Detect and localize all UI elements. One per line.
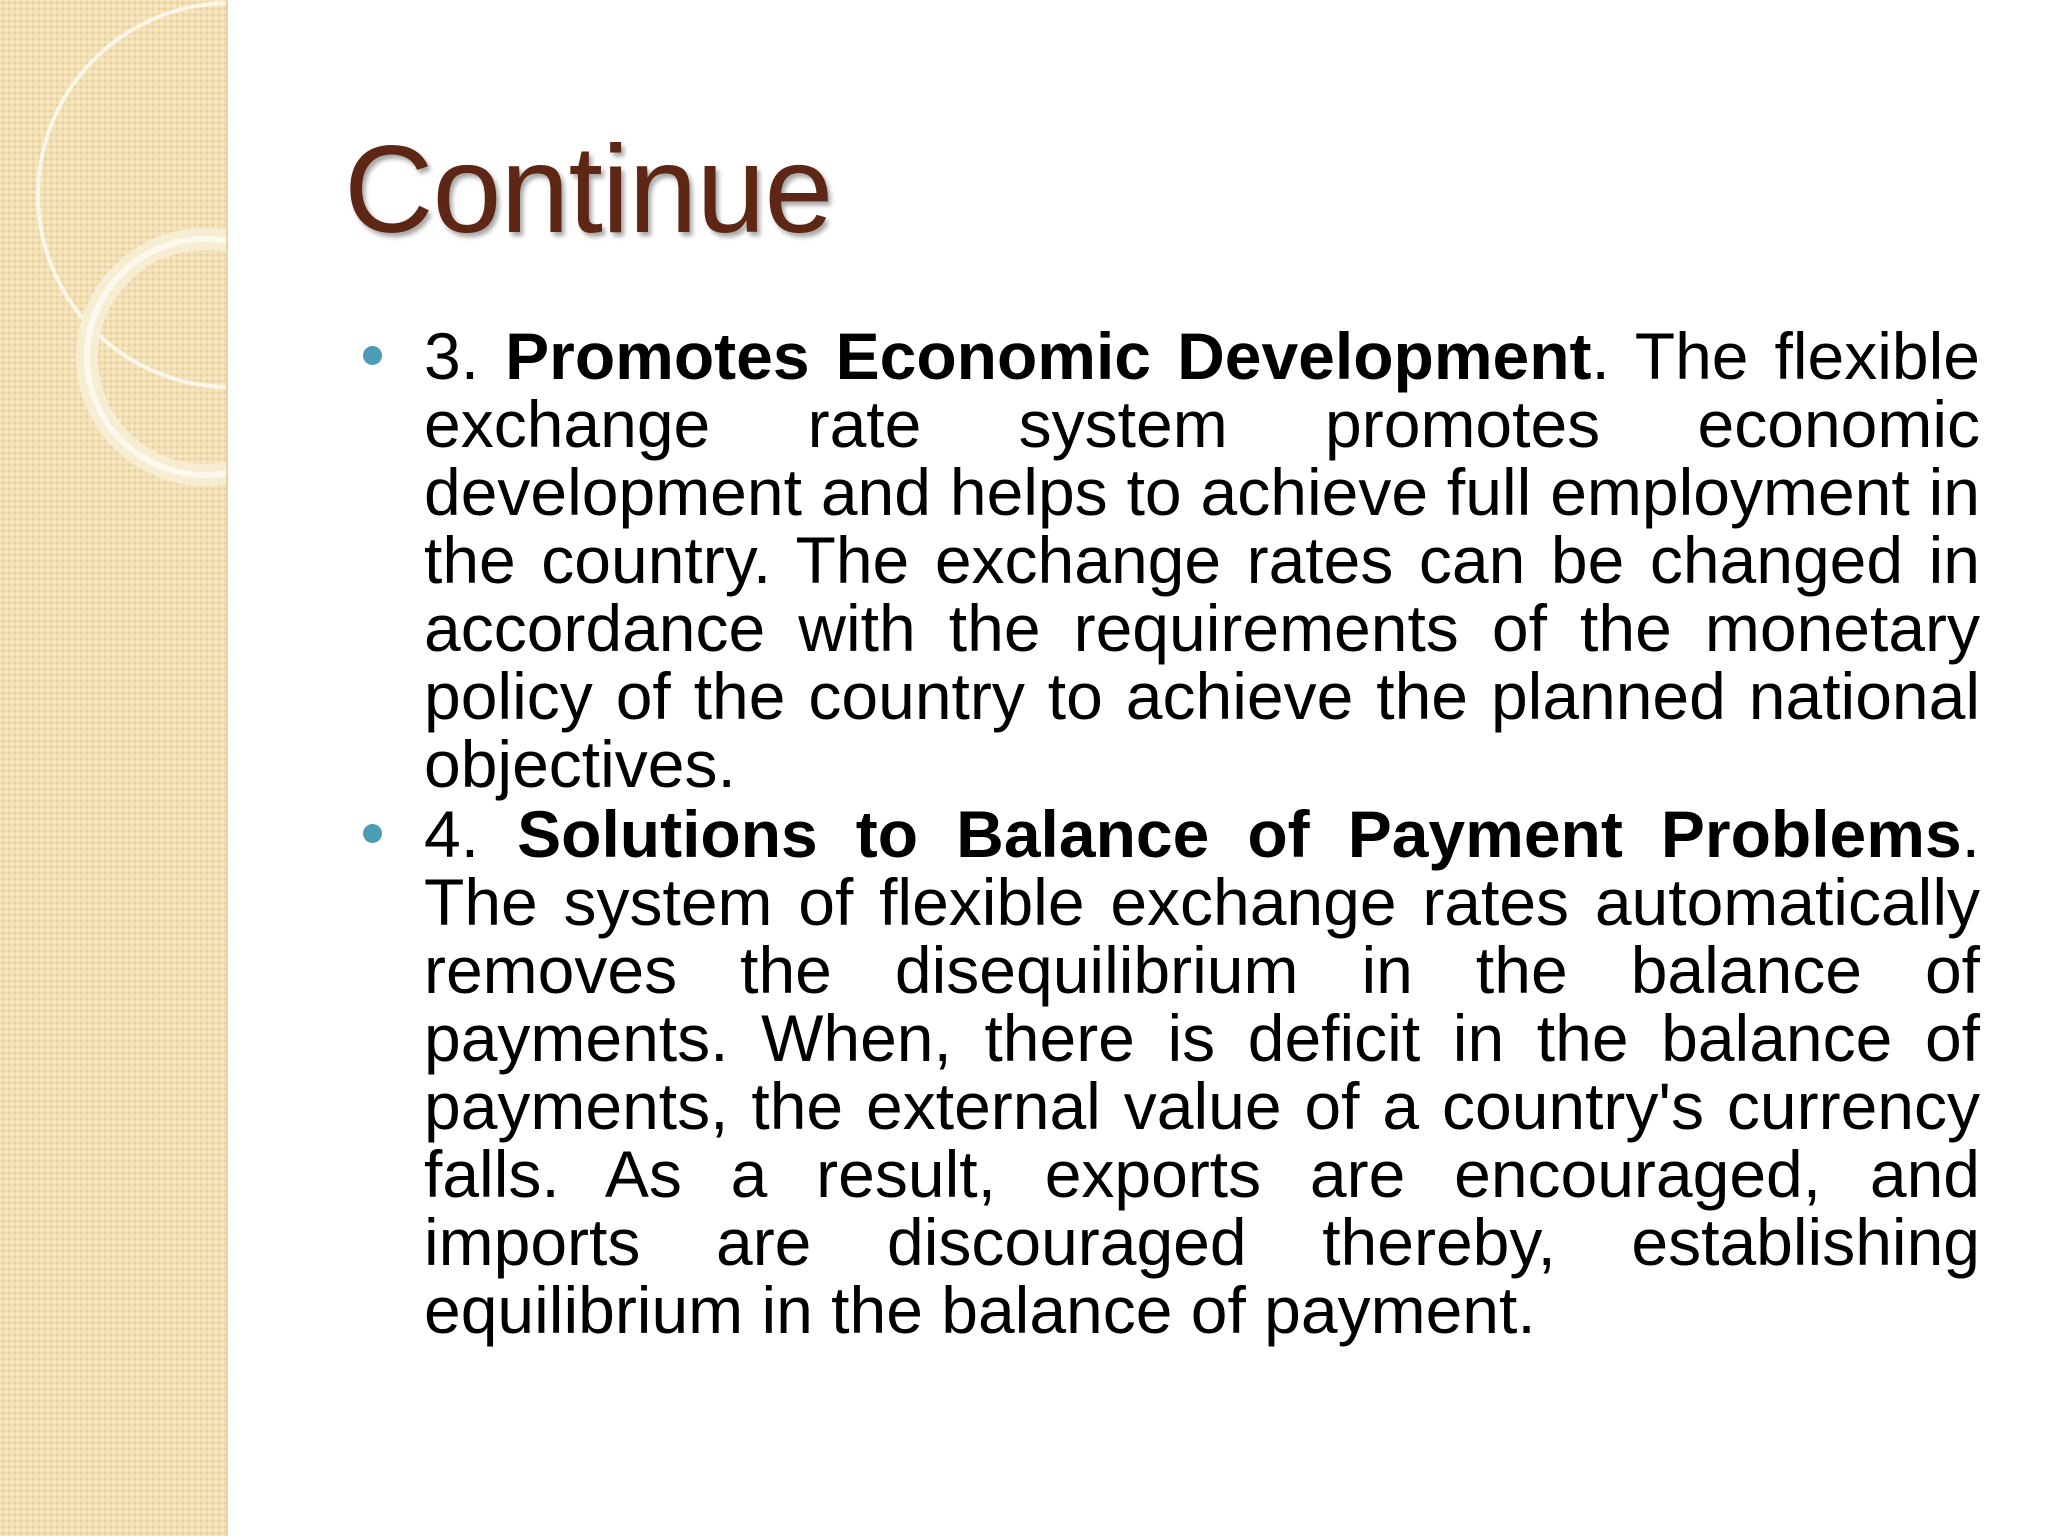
bullet-body: . The system of flexible exchange rates automatically removes the disequilibrium in the balance of payments. When, there is deficit in the balance of payments, the external value of a country's currency falls. As a result, exports are encouraged, and imports are discouraged thereby, establishing equilibrium in the balance of payment. bbox=[424, 797, 1980, 1347]
bullet-item-promotes-economic-development bbox=[424, 319, 1980, 801]
bullet-number: 4. bbox=[424, 797, 480, 871]
band-edge-divider bbox=[226, 0, 228, 1536]
bullet-heading: Solutions to Balance of Payment Problems bbox=[517, 797, 1962, 871]
bullet-number: 3. bbox=[424, 319, 480, 393]
bullet-heading: Promotes Economic Development bbox=[505, 319, 1592, 393]
slide-title: Continue bbox=[344, 121, 833, 259]
bullet-dot-icon bbox=[363, 346, 382, 365]
decorative-rings bbox=[0, 0, 228, 520]
bullet-dot-icon bbox=[363, 824, 382, 843]
small-ring-shape bbox=[87, 239, 228, 475]
bullet-item-balance-of-payment-solutions bbox=[424, 797, 1980, 1347]
bullet-list bbox=[424, 319, 1980, 1347]
bullet-body: . The flexible exchange rate system promotes economic development and helps to achieve full employment in the country. The exchange rates can be changed in accordance with the requirements of the monetary policy of the country to achieve the planned national objectives. bbox=[424, 319, 1980, 801]
decorative-side-band bbox=[0, 0, 228, 1536]
large-ring-shape bbox=[38, 3, 228, 387]
